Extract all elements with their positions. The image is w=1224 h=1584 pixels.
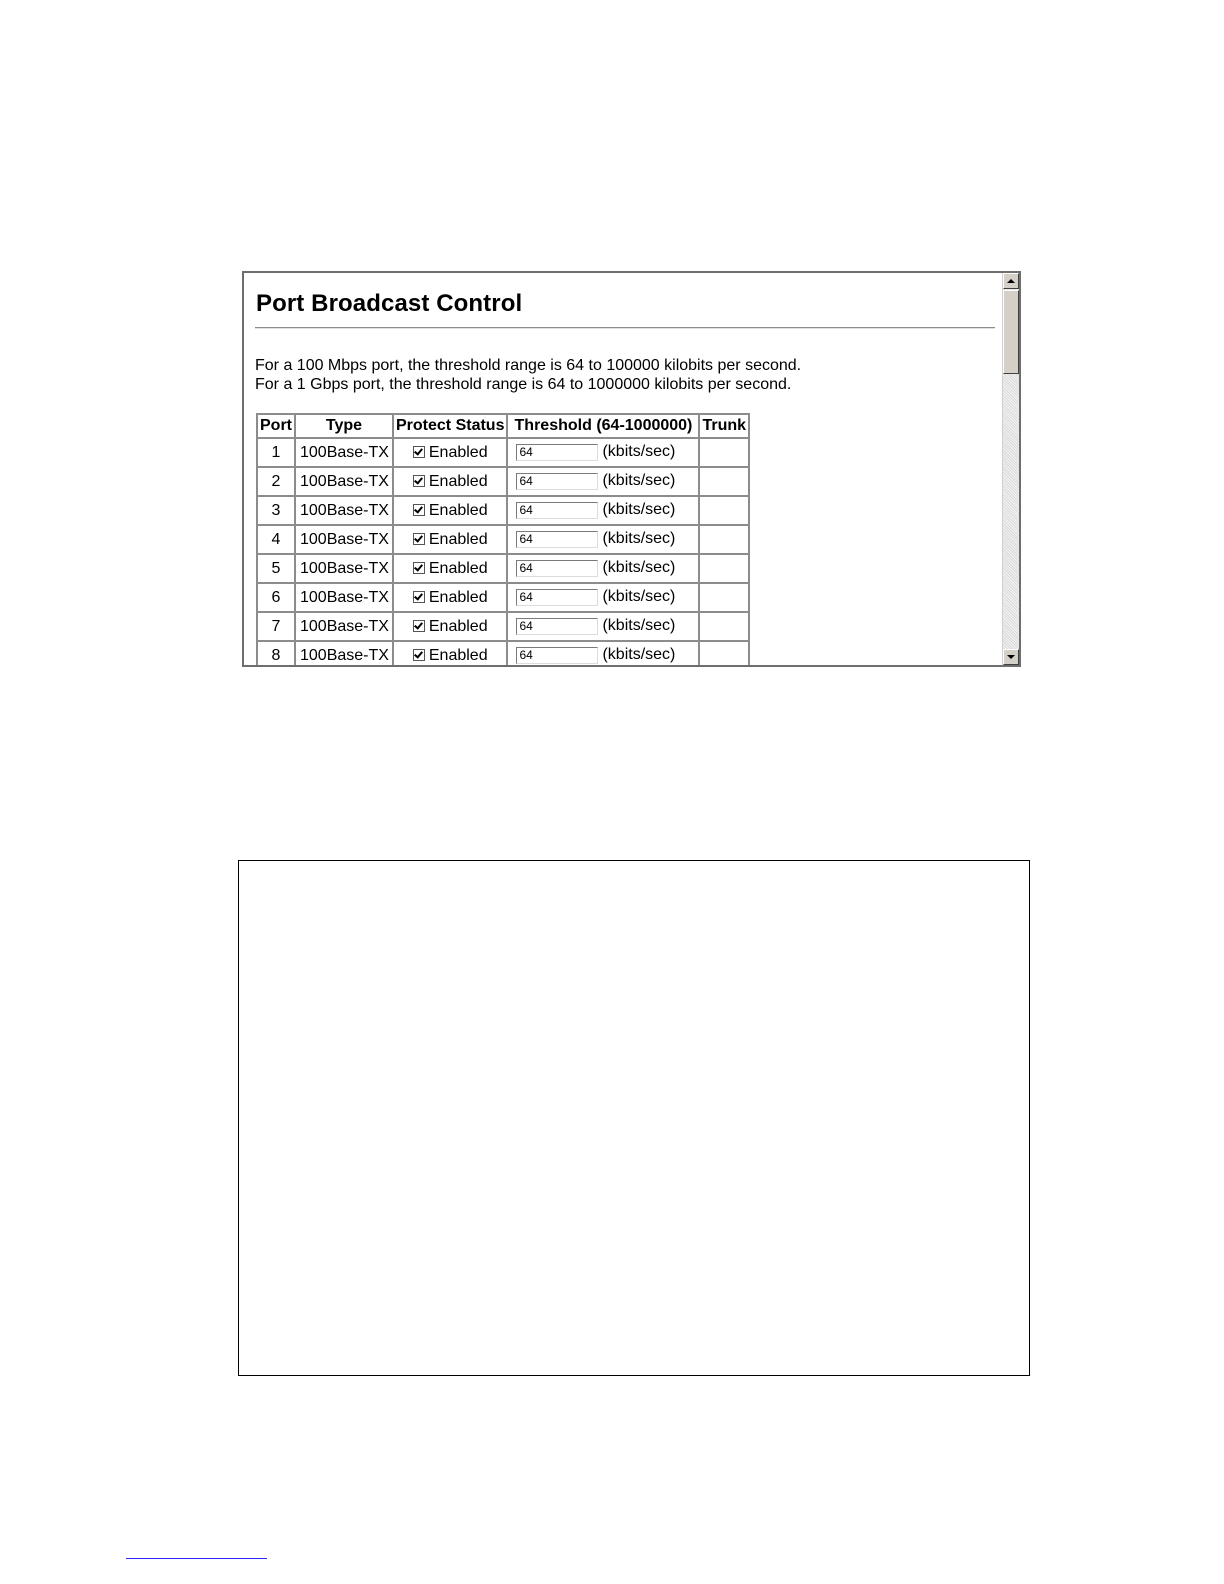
footnote-rule xyxy=(126,1558,267,1559)
trunk-cell xyxy=(699,583,749,612)
threshold-cell xyxy=(507,496,699,525)
threshold-unit: (kbits/sec) xyxy=(602,617,676,635)
protect-status-cell xyxy=(393,467,507,496)
table-row xyxy=(257,554,749,583)
protect-status-checkbox[interactable] xyxy=(413,562,425,574)
col-header-trunk: Trunk xyxy=(699,414,749,438)
threshold-input[interactable] xyxy=(516,560,598,577)
threshold-unit: (kbits/sec) xyxy=(602,588,676,606)
protect-status-checkbox[interactable] xyxy=(413,620,425,632)
threshold-unit: (kbits/sec) xyxy=(602,443,676,461)
threshold-unit: (kbits/sec) xyxy=(602,501,676,519)
trunk-cell xyxy=(699,467,749,496)
port-cell: 5 xyxy=(257,554,295,583)
type-cell: 100Base-TX xyxy=(295,641,393,665)
scrollbar-thumb[interactable] xyxy=(1003,290,1019,374)
port-cell: 4 xyxy=(257,525,295,554)
protect-status-label: Enabled xyxy=(428,559,488,577)
type-cell: 100Base-TX xyxy=(295,438,393,467)
port-cell: 1 xyxy=(257,438,295,467)
table-row xyxy=(257,438,749,467)
port-broadcast-table xyxy=(256,413,750,665)
protect-status-cell xyxy=(393,583,507,612)
col-header-threshold: Threshold (64-1000000) xyxy=(507,414,699,438)
protect-status-cell xyxy=(393,525,507,554)
info-text-100mbps: For a 100 Mbps port, the threshold range is 64 to 100000 kilobits per second. xyxy=(255,357,802,374)
threshold-input[interactable] xyxy=(516,647,598,664)
threshold-cell xyxy=(507,641,699,665)
empty-frame xyxy=(238,860,1030,1376)
threshold-cell xyxy=(507,438,699,467)
scroll-up-button[interactable] xyxy=(1003,273,1019,289)
table-row xyxy=(257,496,749,525)
trunk-cell xyxy=(699,641,749,665)
protect-status-label: Enabled xyxy=(428,646,488,664)
type-cell: 100Base-TX xyxy=(295,612,393,641)
threshold-input[interactable] xyxy=(516,531,598,548)
threshold-input[interactable] xyxy=(516,444,598,461)
type-cell: 100Base-TX xyxy=(295,525,393,554)
threshold-input[interactable] xyxy=(516,473,598,490)
threshold-unit: (kbits/sec) xyxy=(602,472,676,490)
protect-status-label: Enabled xyxy=(428,588,488,606)
protect-status-cell xyxy=(393,554,507,583)
trunk-cell xyxy=(699,525,749,554)
table-row xyxy=(257,641,749,665)
table-header-row xyxy=(257,414,749,438)
table-row xyxy=(257,525,749,554)
protect-status-checkbox[interactable] xyxy=(413,591,425,603)
port-cell: 3 xyxy=(257,496,295,525)
type-cell: 100Base-TX xyxy=(295,554,393,583)
threshold-cell xyxy=(507,612,699,641)
type-cell: 100Base-TX xyxy=(295,583,393,612)
trunk-cell xyxy=(699,438,749,467)
col-header-type: Type xyxy=(295,414,393,438)
title-divider xyxy=(255,327,995,329)
col-header-port: Port xyxy=(257,414,295,438)
threshold-cell xyxy=(507,583,699,612)
protect-status-checkbox[interactable] xyxy=(413,533,425,545)
threshold-input[interactable] xyxy=(516,589,598,606)
protect-status-cell xyxy=(393,641,507,665)
port-cell: 6 xyxy=(257,583,295,612)
screenshot-window xyxy=(242,271,1021,667)
protect-status-checkbox[interactable] xyxy=(413,475,425,487)
threshold-cell xyxy=(507,525,699,554)
scroll-down-button[interactable] xyxy=(1003,649,1019,665)
protect-status-label: Enabled xyxy=(428,617,488,635)
protect-status-checkbox[interactable] xyxy=(413,446,425,458)
type-cell: 100Base-TX xyxy=(295,467,393,496)
page-title: Port Broadcast Control xyxy=(256,290,523,317)
protect-status-cell xyxy=(393,496,507,525)
protect-status-label: Enabled xyxy=(428,530,488,548)
trunk-cell xyxy=(699,554,749,583)
panel-content xyxy=(244,273,1003,665)
threshold-unit: (kbits/sec) xyxy=(602,646,676,664)
port-cell: 8 xyxy=(257,641,295,665)
info-text-1gbps: For a 1 Gbps port, the threshold range is 64 to 1000000 kilobits per second. xyxy=(255,376,792,393)
threshold-cell xyxy=(507,467,699,496)
protect-status-checkbox[interactable] xyxy=(413,504,425,516)
protect-status-label: Enabled xyxy=(428,472,488,490)
arrow-up-icon xyxy=(1007,279,1015,283)
protect-status-cell xyxy=(393,612,507,641)
protect-status-cell xyxy=(393,438,507,467)
threshold-input[interactable] xyxy=(516,618,598,635)
port-cell: 7 xyxy=(257,612,295,641)
table-row xyxy=(257,583,749,612)
trunk-cell xyxy=(699,612,749,641)
table-row xyxy=(257,612,749,641)
threshold-input[interactable] xyxy=(516,502,598,519)
arrow-down-icon xyxy=(1007,655,1015,659)
trunk-cell xyxy=(699,496,749,525)
type-cell: 100Base-TX xyxy=(295,496,393,525)
table-row xyxy=(257,467,749,496)
protect-status-label: Enabled xyxy=(428,501,488,519)
threshold-unit: (kbits/sec) xyxy=(602,559,676,577)
vertical-scrollbar[interactable] xyxy=(1002,273,1019,665)
protect-status-label: Enabled xyxy=(428,443,488,461)
threshold-unit: (kbits/sec) xyxy=(602,530,676,548)
threshold-cell xyxy=(507,554,699,583)
col-header-protect-status: Protect Status xyxy=(393,414,507,438)
port-cell: 2 xyxy=(257,467,295,496)
protect-status-checkbox[interactable] xyxy=(413,649,425,661)
